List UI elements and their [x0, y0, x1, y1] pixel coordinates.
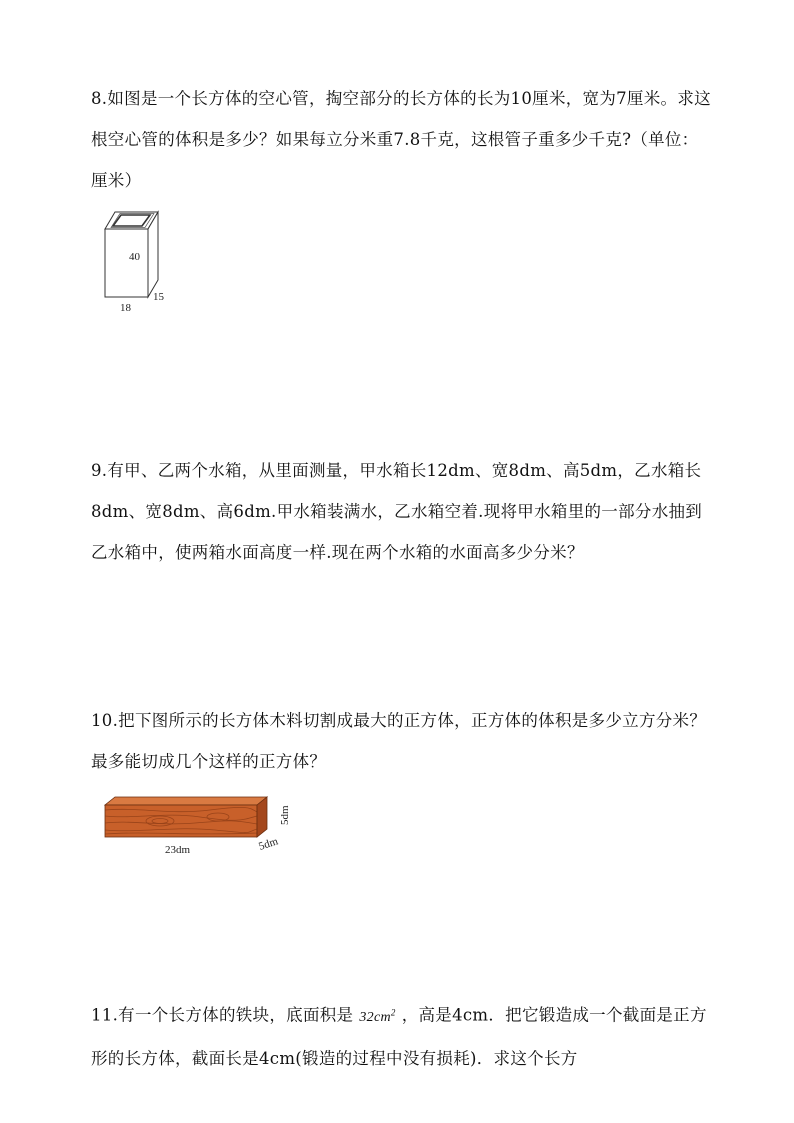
height-label: 40 [129, 251, 140, 263]
problem-8-number: 8. [91, 89, 108, 108]
problem-11-number: 11. [91, 1005, 119, 1025]
problem-11-text [91, 992, 711, 1079]
problem-11-body-before: 有一个长方体的铁块，底面积是 [118, 1005, 354, 1025]
depth-label: 5dm [257, 835, 280, 853]
area-value: 32cm [359, 1009, 391, 1025]
problem-9-body: 有甲、乙两个水箱，从里面测量，甲水箱长12dm、宽8dm、高5dm，乙水箱长8dm、宽8dm、高6dm.甲水箱装满水，乙水箱空着.现将甲水箱里的一部分水抽到乙水箱中，使两箱水面高度一样.现在两个水箱的水面高多少分米？ [91, 461, 703, 562]
area-formula [353, 1007, 401, 1025]
problem-11-body-after: ，高是4cm．把它锻造成一个截面是正方形的长方体，截面长是4cm(锻造的过程中没有损耗)．求这个长方 [91, 1005, 707, 1068]
depth-label: 15 [153, 291, 164, 303]
problem-9 [91, 450, 711, 573]
width-label: 18 [120, 302, 131, 314]
wood-block-diagram [100, 795, 310, 865]
area-exponent: 2 [390, 1007, 396, 1017]
problem-10 [91, 700, 711, 782]
problem-10-number: 10. [91, 711, 119, 730]
problem-10-text [91, 700, 711, 782]
hollow-tube-diagram [100, 208, 180, 318]
problem-10-body: 把下图所示的长方体木料切割成最大的正方体，正方体的体积是多少立方分米？最多能切成几个这样的正方体？ [91, 711, 707, 771]
block-height-label: 5dm [279, 805, 291, 825]
problem-8 [91, 78, 711, 201]
problem-8-text [91, 78, 711, 201]
wood-block-figure [100, 795, 310, 865]
problem-9-text [91, 450, 711, 573]
problem-9-number: 9. [91, 461, 108, 480]
problem-11 [91, 992, 711, 1079]
length-label: 23dm [165, 844, 191, 856]
problem-8-body: 如图是一个长方体的空心管，掏空部分的长方体的长为10厘米，宽为7厘米。求这根空心管的体积是多少？如果每立分米重7.8千克，这根管子重多少千克?（单位：厘米） [91, 89, 711, 190]
hollow-tube-figure [100, 208, 180, 318]
